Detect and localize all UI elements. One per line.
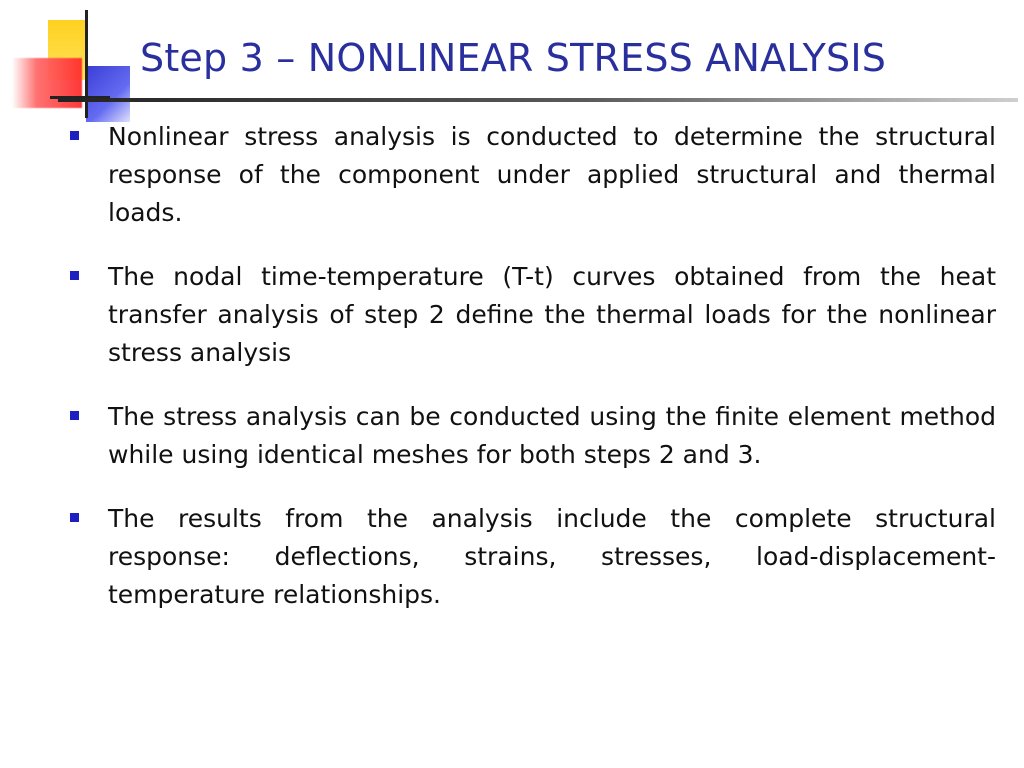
bullet-item [70, 258, 996, 372]
bullet-text: The nodal time-temperature (T-t) curves obtained from the heat transfer analysis of step 2 define the thermal loads for the nonlinear stress analysis [108, 262, 996, 367]
bullet-text: Nonlinear stress analysis is conducted to determine the structural response of the component under applied structural and thermal loads. [108, 122, 996, 227]
bullet-list [70, 118, 996, 640]
square-bullet-icon [70, 131, 79, 140]
bullet-text: The results from the analysis include the complete structural response: deflections, strains, stresses, load-displacement-temperature relationships. [108, 504, 996, 609]
square-bullet-icon [70, 411, 79, 420]
decorative-logo-graphic [0, 0, 140, 130]
bullet-item [70, 118, 996, 232]
bullet-item [70, 398, 996, 474]
bullet-item [70, 500, 996, 614]
square-bullet-icon [70, 271, 79, 280]
square-bullet-icon [70, 513, 79, 522]
bullet-text: The stress analysis can be conducted using the finite element method while using identical meshes for both steps 2 and 3. [108, 402, 996, 469]
slide-title: Step 3 – NONLINEAR STRESS ANALYSIS [140, 36, 887, 80]
title-underline-rule [58, 98, 1018, 102]
logo-blue-square [86, 66, 130, 122]
